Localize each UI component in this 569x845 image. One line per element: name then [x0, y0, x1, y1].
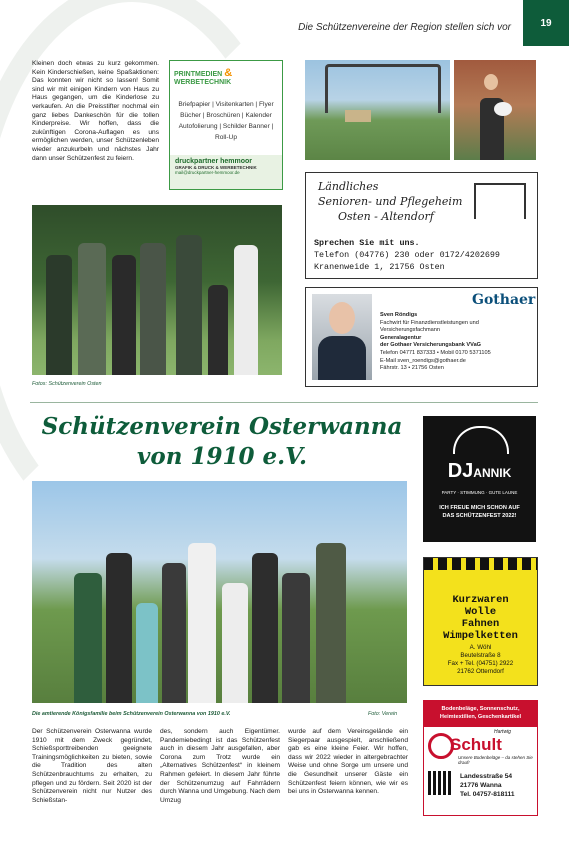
printmedien-footer	[170, 155, 282, 189]
dj-message: ICH FREUE MICH SCHON AUF DAS SCHÜTZENFEST 2022!	[439, 505, 520, 519]
kurzwaren-phone: Fax + Tel. (04751) 2922	[447, 660, 514, 667]
schult-slogan: Unsere Bodenbeläge – da stehen Sie drauf!	[458, 755, 533, 765]
qr-code-icon	[428, 771, 452, 795]
pflegeheim-line2: Senioren- und Pflegeheim	[318, 195, 463, 208]
printmedien-amp: &	[224, 67, 233, 79]
agent-phone: Telefon 04771 837333 • Mobil 0170 5371105	[380, 349, 491, 356]
pflegeheim-line3: Osten - Altendorf	[338, 210, 434, 223]
pflegeheim-address: Kranenweide 1, 21756 Osten	[314, 262, 445, 272]
dj-logo-dj: DJ	[447, 460, 474, 482]
main-photo-credit: Foto: Verein	[368, 711, 398, 717]
schult-street: Landesstraße 54	[460, 773, 513, 780]
schult-phone: Tel. 04757-818111	[460, 790, 515, 798]
printmedien-sub: GRAFIK & DRUCK & WERBETECHNIK	[175, 165, 257, 170]
agency-name: der Gothaer Versicherungsbank VVaG	[380, 342, 482, 349]
person-figure	[208, 285, 228, 375]
dj-logo-name: ANNIK	[473, 466, 512, 480]
headline-line2: von 1910 e.V.	[137, 443, 307, 470]
dj-tagline: PARTY · STIMMUNG · GUTE LAUNE	[441, 490, 518, 495]
top-article-text: Kleinen doch etwas zu kurz gekommen. Kein Kinderschießen, keine Spaßaktionen: Das konnten wir nicht so lassen! Somit sind wir mit einigen Kindern von Haus zu Haus gegangen, um die Kinderlose zu verkaufen. An die Preisstifter nochmal ein ganz liebes Dankeschön für die tollen Kinderpreise. Wir hoffen, dass die zukünftigen Corona-Auflagen es uns ermöglichen werden, unser Schützenleben wieder anzukurbeln und nächstes Jahr dann unser Schützenfest zu feiern.	[32, 60, 159, 162]
photo-credit-osten: Fotos: Schützenverein Osten	[32, 381, 102, 387]
person-figure	[188, 543, 216, 703]
person-head	[484, 74, 498, 90]
ad-dj-annik[interactable]	[423, 416, 536, 542]
portrait-head	[329, 302, 355, 334]
printmedien-services: Briefpapier | Visitenkarten | Flyer Bücher | Broschüren | Kalender Autofolierung | Schilder Banner | Roll-Up	[178, 101, 274, 141]
printmedien-brand: druckpartner hemmoor	[175, 158, 253, 165]
agent-title: Fachwirt für Finanzdienstleistungen und Versicherungsfachmann	[380, 319, 479, 334]
kurzwaren-line1: Kurzwaren	[452, 594, 509, 606]
main-photo-caption: Die amtierende Königsfamilie beim Schützenverein Osterwanna von 1910 e.V.	[32, 711, 231, 717]
kurzwaren-contact	[424, 644, 537, 676]
person-figure	[252, 553, 278, 703]
article-col-2: des, sondern auch Eigentümer. Pandemiebedingt ist das Schützenfest auch in diesem Jahr ausgefallen, aber Corona zum Trotz wurde ein „Alternatives Schützenfest“ in kleinem Rahmen gefeiert. In diesem Jahr führte der Schützenumzug auf Fahrrädern durch Wanna und Umgebung. Nach dem Umzug	[160, 728, 280, 804]
ad-schult[interactable]	[423, 700, 538, 816]
printmedien-title	[174, 67, 232, 86]
ad-gothaer[interactable]	[305, 287, 538, 387]
kurzwaren-title	[424, 594, 537, 642]
kurzwaren-owner: A. Wöhl	[469, 644, 492, 651]
page-number: 19	[523, 0, 569, 46]
article-headline	[40, 412, 404, 472]
ad-kurzwaren[interactable]	[423, 557, 538, 686]
photo-koenigsfamilie	[32, 481, 407, 703]
agent-name: Sven Röndigs	[380, 312, 418, 318]
photo-osten-group	[32, 205, 282, 375]
person-figure	[106, 553, 132, 703]
crane-icon	[474, 183, 526, 219]
gothaer-logo: Gothaer	[472, 292, 536, 308]
agent-email: E-Mail sven_roendigs@gothaer.de	[380, 357, 466, 364]
running-title: Die Schützenvereine der Region stellen sich vor	[298, 22, 511, 33]
schult-brand: Schult	[450, 735, 502, 754]
person-figure	[140, 243, 166, 375]
dj-logo	[423, 460, 536, 483]
flower-bouquet-icon	[494, 102, 512, 116]
shed-icon	[345, 110, 371, 122]
printmedien-name-1: PRINTMEDIEN	[174, 71, 223, 78]
agent-address: Fährstr. 13 • 21756 Osten	[380, 365, 444, 372]
gothaer-contact	[380, 312, 532, 373]
person-figure	[112, 255, 136, 375]
headline-line1: Schützenverein Osterwanna	[41, 413, 403, 440]
kurzwaren-line3: Fahnen	[461, 618, 500, 630]
schult-banner: Bodenbeläge, Sonnenschutz, Heimtextilien, Geschenkartikel	[424, 701, 537, 727]
schult-contact	[460, 773, 515, 799]
person-figure	[176, 235, 202, 375]
article-col-1: Der Schützenverein Osterwanna wurde 1910 mit dem Zweck gegründet, Schießsporttreibenden geeignete Trainingsmöglichkeiten zu bieten, sowie die Tradition des alten Schützenbrauchtums zu erhalten, zu pflegen und zu fördern. Seit 2020 ist der Schützenverein nicht nur Nutzer des Schießstan-	[32, 728, 152, 804]
kurzwaren-line2: Wolle	[464, 606, 497, 618]
ad-printmedien[interactable]	[169, 60, 283, 190]
person-figure	[282, 573, 310, 703]
kurzwaren-city: 21762 Otterndorf	[457, 668, 504, 675]
person-figure	[234, 245, 258, 375]
photo-shooting-range	[305, 60, 450, 160]
person-figure	[46, 255, 72, 375]
ad-pflegeheim[interactable]	[305, 172, 538, 279]
person-figure	[222, 583, 248, 703]
range-structure-icon	[325, 64, 441, 113]
pflegeheim-line1: Ländliches	[318, 180, 379, 193]
person-figure	[78, 243, 106, 375]
photo-woman-flowers	[454, 60, 536, 160]
person-figure	[162, 563, 186, 703]
page-header	[0, 0, 569, 46]
pflegeheim-contact	[314, 237, 500, 273]
person-figure	[316, 543, 346, 703]
printmedien-email: mail@druckpartner-hemmoor.de	[175, 170, 240, 175]
schult-owner: Hartwig	[494, 729, 511, 735]
pflegeheim-call: Sprechen Sie mit uns.	[314, 238, 420, 248]
pflegeheim-title	[318, 179, 462, 224]
printmedien-name-2: WERBETECHNIK	[174, 79, 232, 86]
crowd-silhouette-icon	[453, 426, 509, 454]
pennant-garland-icon	[424, 558, 537, 570]
schult-city: 21776 Wanna	[460, 781, 502, 789]
section-divider	[30, 402, 538, 403]
agency-bold: Generalagentur	[380, 334, 422, 341]
kurzwaren-street: Beutelstraße 8	[460, 652, 501, 659]
person-figure	[136, 603, 158, 703]
kurzwaren-line4: Wimpelketten	[443, 630, 518, 642]
portrait-suit	[318, 336, 366, 380]
article-col-3: wurde auf dem Vereinsgelände ein Siegerpaar ausgespielt, anschließend gab es eine kleine Feier. Wir hoffen, dass wir 2022 wieder in altergebrachter Weise und ohne Sorge um unsere und die Gesundheit unserer Gäste ein Schützenfest feiern können, wie wir es bei uns in Osterwanna kennen.	[288, 728, 408, 796]
pflegeheim-phone: Telefon (04776) 230 oder 0172/4202699	[314, 250, 500, 260]
agent-portrait	[312, 294, 372, 380]
person-figure	[74, 573, 102, 703]
